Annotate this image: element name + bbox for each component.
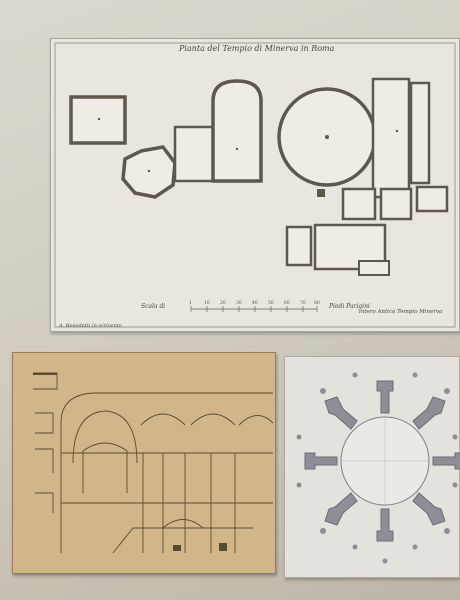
plan-title: Pianta del Tempio di Minerva in Roma bbox=[179, 44, 335, 53]
scale-tick: 80 bbox=[314, 301, 320, 306]
floor-plan-sheet bbox=[50, 38, 460, 332]
scale-label: Scala di bbox=[141, 303, 166, 310]
scale-tick: 60 bbox=[284, 301, 290, 306]
scale-tick: 1 bbox=[189, 301, 192, 306]
centralized-plan-drawing bbox=[285, 357, 459, 577]
scale-tick: 40 bbox=[252, 301, 258, 306]
scale-unit: Piedi Parigini bbox=[329, 303, 370, 310]
scale-tick: 70 bbox=[300, 301, 306, 306]
attribution-text: A. Benedetti in scrivente bbox=[59, 323, 122, 329]
scale-tick: 50 bbox=[268, 301, 274, 306]
margin-note: intero Antico Tempio Minerva bbox=[359, 309, 443, 315]
scale-tick: 30 bbox=[236, 301, 242, 306]
elevation-sketch-sheet bbox=[12, 352, 276, 574]
scale-tick: 20 bbox=[220, 301, 226, 306]
elevation-sketch-drawing bbox=[13, 353, 275, 573]
centralized-plan-sheet bbox=[284, 356, 460, 578]
scale-tick: 10 bbox=[204, 301, 210, 306]
floor-plan-drawing bbox=[51, 39, 459, 331]
